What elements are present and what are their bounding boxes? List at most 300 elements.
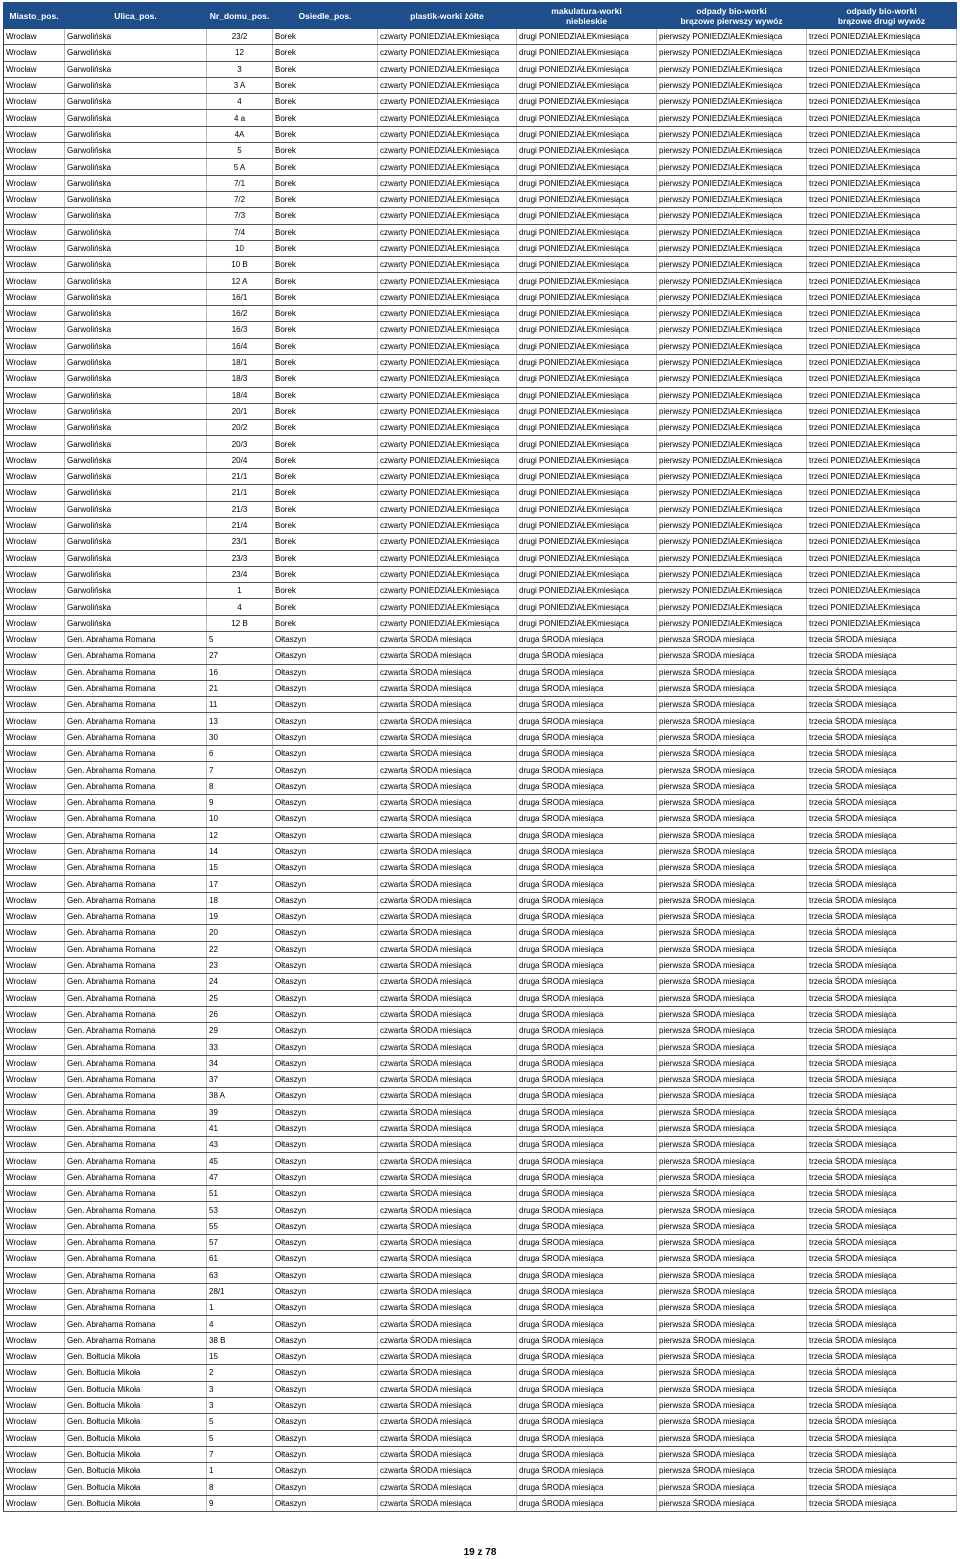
city-cell: Wrocław (4, 1104, 65, 1120)
city-cell: Wrocław (4, 746, 65, 762)
house-number-cell: 27 (207, 648, 273, 664)
plastic-schedule-cell: czwarta ŚRODA miesiąca (378, 1218, 517, 1234)
paper-schedule-cell: drugi PONIEDZIAŁEKmiesiąca (517, 110, 657, 126)
plastic-schedule-cell: czwarta ŚRODA miesiąca (378, 1234, 517, 1250)
city-cell: Wrocław (4, 925, 65, 941)
table-row (4, 925, 957, 941)
paper-schedule-cell: drugi PONIEDZIAŁEKmiesiąca (517, 175, 657, 191)
bio-first-schedule-cell: pierwsza ŚRODA miesiąca (657, 1120, 807, 1136)
table-row (4, 159, 957, 175)
city-cell: Wrocław (4, 974, 65, 990)
district-cell: Ołtaszyn (273, 1234, 378, 1250)
table-row (4, 1120, 957, 1136)
district-cell: Borek (273, 371, 378, 387)
bio-second-schedule-cell: trzeci PONIEDZIAŁEKmiesiąca (807, 566, 957, 582)
paper-schedule-cell: druga ŚRODA miesiąca (517, 876, 657, 892)
plastic-schedule-cell: czwarta ŚRODA miesiąca (378, 1479, 517, 1495)
table-row (4, 1381, 957, 1397)
district-cell: Ołtaszyn (273, 1202, 378, 1218)
house-number-cell: 43 (207, 1137, 273, 1153)
house-number-cell: 10 (207, 240, 273, 256)
bio-second-schedule-cell: trzeci PONIEDZIAŁEKmiesiąca (807, 583, 957, 599)
bio-second-schedule-cell: trzecia ŚRODA miesiąca (807, 1267, 957, 1283)
table-row (4, 1006, 957, 1022)
street-cell: Garwolińska (65, 289, 207, 305)
table-row (4, 941, 957, 957)
bio-first-schedule-cell: pierwsza ŚRODA miesiąca (657, 1072, 807, 1088)
bio-second-schedule-cell: trzecia ŚRODA miesiąca (807, 1397, 957, 1413)
bio-second-schedule-cell: trzecia ŚRODA miesiąca (807, 860, 957, 876)
paper-schedule-cell: drugi PONIEDZIAŁEKmiesiąca (517, 224, 657, 240)
paper-schedule-cell: drugi PONIEDZIAŁEKmiesiąca (517, 338, 657, 354)
city-cell: Wrocław (4, 208, 65, 224)
street-cell: Garwolińska (65, 45, 207, 61)
bio-first-schedule-cell: pierwsza ŚRODA miesiąca (657, 990, 807, 1006)
city-cell: Wrocław (4, 1202, 65, 1218)
bio-second-schedule-cell: trzecia ŚRODA miesiąca (807, 974, 957, 990)
table-row (4, 1104, 957, 1120)
city-cell: Wrocław (4, 1430, 65, 1446)
bio-second-schedule-cell: trzecia ŚRODA miesiąca (807, 778, 957, 794)
bio-first-schedule-cell: pierwszy PONIEDZIAŁEKmiesiąca (657, 208, 807, 224)
plastic-schedule-cell: czwarty PONIEDZIAŁEKmiesiąca (378, 110, 517, 126)
city-cell: Wrocław (4, 1332, 65, 1348)
bio-first-schedule-cell: pierwsza ŚRODA miesiąca (657, 892, 807, 908)
district-cell: Ołtaszyn (273, 1479, 378, 1495)
city-cell: Wrocław (4, 61, 65, 77)
street-cell: Gen. Abrahama Romana (65, 925, 207, 941)
city-cell: Wrocław (4, 615, 65, 631)
table-row (4, 909, 957, 925)
bio-first-schedule-cell: pierwszy PONIEDZIAŁEKmiesiąca (657, 566, 807, 582)
bio-second-schedule-cell: trzecia ŚRODA miesiąca (807, 892, 957, 908)
bio-second-schedule-cell: trzecia ŚRODA miesiąca (807, 680, 957, 696)
table-row (4, 778, 957, 794)
bio-first-schedule-cell: pierwsza ŚRODA miesiąca (657, 1414, 807, 1430)
bio-second-schedule-cell: trzeci PONIEDZIAŁEKmiesiąca (807, 469, 957, 485)
bio-first-schedule-cell: pierwsza ŚRODA miesiąca (657, 925, 807, 941)
bio-second-schedule-cell: trzeci PONIEDZIAŁEKmiesiąca (807, 322, 957, 338)
bio-second-schedule-cell: trzeci PONIEDZIAŁEKmiesiąca (807, 45, 957, 61)
city-cell: Wrocław (4, 550, 65, 566)
district-cell: Ołtaszyn (273, 1088, 378, 1104)
plastic-schedule-cell: czwarty PONIEDZIAŁEKmiesiąca (378, 387, 517, 403)
bio-second-schedule-cell: trzecia ŚRODA miesiąca (807, 1381, 957, 1397)
plastic-schedule-cell: czwarty PONIEDZIAŁEKmiesiąca (378, 534, 517, 550)
table-row (4, 1283, 957, 1299)
bio-second-schedule-cell: trzeci PONIEDZIAŁEKmiesiąca (807, 485, 957, 501)
district-cell: Ołtaszyn (273, 1104, 378, 1120)
street-cell: Gen. Abrahama Romana (65, 664, 207, 680)
table-row (4, 1202, 957, 1218)
bio-first-schedule-cell: pierwsza ŚRODA miesiąca (657, 1169, 807, 1185)
bio-second-schedule-cell: trzecia ŚRODA miesiąca (807, 631, 957, 647)
bio-second-schedule-cell: trzeci PONIEDZIAŁEKmiesiąca (807, 501, 957, 517)
city-cell: Wrocław (4, 631, 65, 647)
bio-first-schedule-cell: pierwsza ŚRODA miesiąca (657, 1055, 807, 1071)
table-row (4, 403, 957, 419)
paper-schedule-cell: druga ŚRODA miesiąca (517, 1202, 657, 1218)
plastic-schedule-cell: czwarty PONIEDZIAŁEKmiesiąca (378, 354, 517, 370)
city-cell: Wrocław (4, 306, 65, 322)
city-cell: Wrocław (4, 1463, 65, 1479)
table-row (4, 892, 957, 908)
city-cell: Wrocław (4, 1300, 65, 1316)
paper-schedule-cell: druga ŚRODA miesiąca (517, 1137, 657, 1153)
table-row (4, 452, 957, 468)
paper-schedule-cell: drugi PONIEDZIAŁEKmiesiąca (517, 583, 657, 599)
city-cell: Wrocław (4, 175, 65, 191)
paper-schedule-cell: drugi PONIEDZIAŁEKmiesiąca (517, 371, 657, 387)
house-number-cell: 39 (207, 1104, 273, 1120)
city-cell: Wrocław (4, 371, 65, 387)
header-label: Nr_domu_pos. (209, 10, 270, 21)
paper-schedule-cell: druga ŚRODA miesiąca (517, 892, 657, 908)
street-cell: Gen. Abrahama Romana (65, 811, 207, 827)
house-number-cell: 61 (207, 1251, 273, 1267)
house-number-cell: 20/1 (207, 403, 273, 419)
paper-schedule-cell: drugi PONIEDZIAŁEKmiesiąca (517, 273, 657, 289)
header-label: makulatura-worki (551, 5, 622, 16)
street-cell: Gen. Abrahama Romana (65, 1202, 207, 1218)
street-cell: Garwolińska (65, 126, 207, 142)
city-cell: Wrocław (4, 941, 65, 957)
header-label: odpady bio-worki (696, 5, 767, 16)
table-row (4, 827, 957, 843)
table-row (4, 811, 957, 827)
street-cell: Gen. Abrahama Romana (65, 974, 207, 990)
table-row (4, 338, 957, 354)
bio-second-schedule-cell: trzecia ŚRODA miesiąca (807, 1104, 957, 1120)
street-cell: Gen. Abrahama Romana (65, 957, 207, 973)
table-row (4, 1137, 957, 1153)
street-cell: Gen. Abrahama Romana (65, 746, 207, 762)
street-cell: Gen. Abrahama Romana (65, 1104, 207, 1120)
paper-schedule-cell: drugi PONIEDZIAŁEKmiesiąca (517, 387, 657, 403)
street-cell: Gen. Bołtucia Mikoła (65, 1430, 207, 1446)
table-row (4, 680, 957, 696)
city-cell: Wrocław (4, 420, 65, 436)
district-cell: Ołtaszyn (273, 1349, 378, 1365)
paper-schedule-cell: drugi PONIEDZIAŁEKmiesiąca (517, 452, 657, 468)
city-cell: Wrocław (4, 1055, 65, 1071)
bio-first-schedule-cell: pierwsza ŚRODA miesiąca (657, 811, 807, 827)
bio-second-schedule-cell: trzeci PONIEDZIAŁEKmiesiąca (807, 110, 957, 126)
bio-second-schedule-cell: trzecia ŚRODA miesiąca (807, 1088, 957, 1104)
district-cell: Ołtaszyn (273, 974, 378, 990)
street-cell: Gen. Abrahama Romana (65, 1120, 207, 1136)
table-row (4, 485, 957, 501)
street-cell: Gen. Abrahama Romana (65, 1088, 207, 1104)
paper-schedule-cell: druga ŚRODA miesiąca (517, 664, 657, 680)
city-cell: Wrocław (4, 583, 65, 599)
district-cell: Borek (273, 452, 378, 468)
table-row (4, 566, 957, 582)
paper-schedule-cell: drugi PONIEDZIAŁEKmiesiąca (517, 485, 657, 501)
house-number-cell: 12 B (207, 615, 273, 631)
bio-second-schedule-cell: trzeci PONIEDZIAŁEKmiesiąca (807, 224, 957, 240)
street-cell: Gen. Abrahama Romana (65, 648, 207, 664)
city-cell: Wrocław (4, 1381, 65, 1397)
table-row (4, 517, 957, 533)
paper-schedule-cell: drugi PONIEDZIAŁEKmiesiąca (517, 354, 657, 370)
paper-schedule-cell: druga ŚRODA miesiąca (517, 1251, 657, 1267)
table-row (4, 387, 957, 403)
street-cell: Garwolińska (65, 338, 207, 354)
city-cell: Wrocław (4, 452, 65, 468)
bio-second-schedule-cell: trzeci PONIEDZIAŁEKmiesiąca (807, 126, 957, 142)
district-cell: Borek (273, 615, 378, 631)
table-row (4, 713, 957, 729)
house-number-cell: 41 (207, 1120, 273, 1136)
district-cell: Ołtaszyn (273, 762, 378, 778)
bio-second-schedule-cell: trzeci PONIEDZIAŁEKmiesiąca (807, 371, 957, 387)
bio-second-schedule-cell: trzecia ŚRODA miesiąca (807, 794, 957, 810)
paper-schedule-cell: druga ŚRODA miesiąca (517, 794, 657, 810)
bio-second-schedule-cell: trzecia ŚRODA miesiąca (807, 941, 957, 957)
table-row (4, 436, 957, 452)
district-cell: Ołtaszyn (273, 892, 378, 908)
plastic-schedule-cell: czwarty PONIEDZIAŁEKmiesiąca (378, 273, 517, 289)
house-number-cell: 23/4 (207, 566, 273, 582)
district-cell: Ołtaszyn (273, 1153, 378, 1169)
house-number-cell: 20/3 (207, 436, 273, 452)
bio-first-schedule-cell: pierwsza ŚRODA miesiąca (657, 909, 807, 925)
paper-schedule-cell: druga ŚRODA miesiąca (517, 729, 657, 745)
bio-first-schedule-cell: pierwsza ŚRODA miesiąca (657, 1202, 807, 1218)
bio-first-schedule-cell: pierwszy PONIEDZIAŁEKmiesiąca (657, 550, 807, 566)
city-cell: Wrocław (4, 1446, 65, 1462)
city-cell: Wrocław (4, 224, 65, 240)
page-number: 19 z 78 (463, 1547, 497, 1558)
plastic-schedule-cell: czwarta ŚRODA miesiąca (378, 664, 517, 680)
district-cell: Ołtaszyn (273, 631, 378, 647)
paper-schedule-cell: druga ŚRODA miesiąca (517, 827, 657, 843)
table-row (4, 240, 957, 256)
plastic-schedule-cell: czwarta ŚRODA miesiąca (378, 729, 517, 745)
plastic-schedule-cell: czwarty PONIEDZIAŁEKmiesiąca (378, 306, 517, 322)
street-cell: Gen. Abrahama Romana (65, 876, 207, 892)
table-row (4, 45, 957, 61)
bio-first-schedule-cell: pierwszy PONIEDZIAŁEKmiesiąca (657, 534, 807, 550)
city-cell: Wrocław (4, 159, 65, 175)
paper-schedule-cell: drugi PONIEDZIAŁEKmiesiąca (517, 501, 657, 517)
bio-second-schedule-cell: trzecia ŚRODA miesiąca (807, 909, 957, 925)
city-cell: Wrocław (4, 1120, 65, 1136)
table-row (4, 224, 957, 240)
bio-first-schedule-cell: pierwsza ŚRODA miesiąca (657, 941, 807, 957)
bio-first-schedule-cell: pierwsza ŚRODA miesiąca (657, 762, 807, 778)
plastic-schedule-cell: czwarty PONIEDZIAŁEKmiesiąca (378, 485, 517, 501)
district-cell: Borek (273, 387, 378, 403)
plastic-schedule-cell: czwarta ŚRODA miesiąca (378, 680, 517, 696)
bio-first-schedule-cell: pierwszy PONIEDZIAŁEKmiesiąca (657, 29, 807, 45)
city-cell: Wrocław (4, 94, 65, 110)
city-cell: Wrocław (4, 1349, 65, 1365)
bio-second-schedule-cell: trzecia ŚRODA miesiąca (807, 876, 957, 892)
district-cell: Ołtaszyn (273, 811, 378, 827)
paper-schedule-cell: druga ŚRODA miesiąca (517, 1186, 657, 1202)
col-header-paper (517, 3, 657, 29)
bio-first-schedule-cell: pierwsza ŚRODA miesiąca (657, 1397, 807, 1413)
plastic-schedule-cell: czwarty PONIEDZIAŁEKmiesiąca (378, 159, 517, 175)
bio-first-schedule-cell: pierwszy PONIEDZIAŁEKmiesiąca (657, 322, 807, 338)
table-row (4, 1349, 957, 1365)
bio-first-schedule-cell: pierwszy PONIEDZIAŁEKmiesiąca (657, 77, 807, 93)
district-cell: Borek (273, 29, 378, 45)
house-number-cell: 16/4 (207, 338, 273, 354)
street-cell: Gen. Abrahama Romana (65, 1316, 207, 1332)
paper-schedule-cell: druga ŚRODA miesiąca (517, 1234, 657, 1250)
bio-second-schedule-cell: trzecia ŚRODA miesiąca (807, 1463, 957, 1479)
bio-second-schedule-cell: trzecia ŚRODA miesiąca (807, 1283, 957, 1299)
district-cell: Ołtaszyn (273, 1300, 378, 1316)
city-cell: Wrocław (4, 1414, 65, 1430)
bio-second-schedule-cell: trzecia ŚRODA miesiąca (807, 664, 957, 680)
paper-schedule-cell: drugi PONIEDZIAŁEKmiesiąca (517, 208, 657, 224)
district-cell: Ołtaszyn (273, 909, 378, 925)
bio-second-schedule-cell: trzecia ŚRODA miesiąca (807, 1495, 957, 1511)
district-cell: Ołtaszyn (273, 680, 378, 696)
paper-schedule-cell: druga ŚRODA miesiąca (517, 1153, 657, 1169)
plastic-schedule-cell: czwarta ŚRODA miesiąca (378, 1120, 517, 1136)
street-cell: Gen. Abrahama Romana (65, 713, 207, 729)
bio-second-schedule-cell: trzecia ŚRODA miesiąca (807, 1202, 957, 1218)
plastic-schedule-cell: czwarta ŚRODA miesiąca (378, 811, 517, 827)
plastic-schedule-cell: czwarty PONIEDZIAŁEKmiesiąca (378, 257, 517, 273)
table-row (4, 1300, 957, 1316)
plastic-schedule-cell: czwarty PONIEDZIAŁEKmiesiąca (378, 550, 517, 566)
district-cell: Ołtaszyn (273, 1495, 378, 1511)
street-cell: Garwolińska (65, 371, 207, 387)
city-cell: Wrocław (4, 273, 65, 289)
bio-second-schedule-cell: trzeci PONIEDZIAŁEKmiesiąca (807, 615, 957, 631)
district-cell: Borek (273, 354, 378, 370)
bio-second-schedule-cell: trzeci PONIEDZIAŁEKmiesiąca (807, 550, 957, 566)
bio-first-schedule-cell: pierwsza ŚRODA miesiąca (657, 794, 807, 810)
house-number-cell: 20 (207, 925, 273, 941)
plastic-schedule-cell: czwarty PONIEDZIAŁEKmiesiąca (378, 566, 517, 582)
bio-first-schedule-cell: pierwsza ŚRODA miesiąca (657, 778, 807, 794)
house-number-cell: 1 (207, 583, 273, 599)
street-cell: Gen. Bołtucia Mikoła (65, 1414, 207, 1430)
bio-first-schedule-cell: pierwsza ŚRODA miesiąca (657, 1463, 807, 1479)
header-label: niebieskie (565, 15, 608, 26)
street-cell: Gen. Bołtucia Mikoła (65, 1381, 207, 1397)
house-number-cell: 45 (207, 1153, 273, 1169)
city-cell: Wrocław (4, 957, 65, 973)
plastic-schedule-cell: czwarta ŚRODA miesiąca (378, 1365, 517, 1381)
table-row (4, 876, 957, 892)
table-row (4, 1023, 957, 1039)
district-cell: Borek (273, 550, 378, 566)
paper-schedule-cell: drugi PONIEDZIAŁEKmiesiąca (517, 322, 657, 338)
bio-first-schedule-cell: pierwszy PONIEDZIAŁEKmiesiąca (657, 469, 807, 485)
district-cell: Borek (273, 306, 378, 322)
district-cell: Borek (273, 143, 378, 159)
city-cell: Wrocław (4, 599, 65, 615)
paper-schedule-cell: druga ŚRODA miesiąca (517, 974, 657, 990)
district-cell: Borek (273, 61, 378, 77)
header-row (4, 3, 957, 29)
paper-schedule-cell: druga ŚRODA miesiąca (517, 746, 657, 762)
paper-schedule-cell: druga ŚRODA miesiąca (517, 1414, 657, 1430)
bio-second-schedule-cell: trzecia ŚRODA miesiąca (807, 1023, 957, 1039)
city-cell: Wrocław (4, 713, 65, 729)
street-cell: Gen. Abrahama Romana (65, 1332, 207, 1348)
bio-first-schedule-cell: pierwsza ŚRODA miesiąca (657, 1479, 807, 1495)
table-row (4, 1234, 957, 1250)
plastic-schedule-cell: czwarty PONIEDZIAŁEKmiesiąca (378, 452, 517, 468)
district-cell: Ołtaszyn (273, 713, 378, 729)
house-number-cell: 29 (207, 1023, 273, 1039)
paper-schedule-cell: druga ŚRODA miesiąca (517, 1104, 657, 1120)
house-number-cell: 16/2 (207, 306, 273, 322)
table-row (4, 729, 957, 745)
table-row (4, 550, 957, 566)
paper-schedule-cell: drugi PONIEDZIAŁEKmiesiąca (517, 534, 657, 550)
header-label: Miasto_pos. (9, 10, 59, 21)
house-number-cell: 3 (207, 1397, 273, 1413)
street-cell: Garwolińska (65, 583, 207, 599)
house-number-cell: 10 (207, 811, 273, 827)
table-row (4, 1267, 957, 1283)
bio-second-schedule-cell: trzeci PONIEDZIAŁEKmiesiąca (807, 387, 957, 403)
street-cell: Garwolińska (65, 566, 207, 582)
table-row (4, 534, 957, 550)
table-row (4, 1463, 957, 1479)
paper-schedule-cell: druga ŚRODA miesiąca (517, 1283, 657, 1299)
district-cell: Ołtaszyn (273, 843, 378, 859)
table-row (4, 94, 957, 110)
street-cell: Garwolińska (65, 273, 207, 289)
house-number-cell: 7/4 (207, 224, 273, 240)
street-cell: Garwolińska (65, 94, 207, 110)
bio-first-schedule-cell: pierwszy PONIEDZIAŁEKmiesiąca (657, 501, 807, 517)
bio-first-schedule-cell: pierwsza ŚRODA miesiąca (657, 1430, 807, 1446)
plastic-schedule-cell: czwarty PONIEDZIAŁEKmiesiąca (378, 224, 517, 240)
plastic-schedule-cell: czwarty PONIEDZIAŁEKmiesiąca (378, 289, 517, 305)
street-cell: Garwolińska (65, 175, 207, 191)
bio-second-schedule-cell: trzecia ŚRODA miesiąca (807, 1006, 957, 1022)
bio-first-schedule-cell: pierwsza ŚRODA miesiąca (657, 1446, 807, 1462)
house-number-cell: 12 (207, 45, 273, 61)
table-row (4, 501, 957, 517)
paper-schedule-cell: druga ŚRODA miesiąca (517, 1495, 657, 1511)
city-cell: Wrocław (4, 811, 65, 827)
plastic-schedule-cell: czwarta ŚRODA miesiąca (378, 827, 517, 843)
city-cell: Wrocław (4, 436, 65, 452)
street-cell: Garwolińska (65, 354, 207, 370)
plastic-schedule-cell: czwarta ŚRODA miesiąca (378, 941, 517, 957)
house-number-cell: 4 a (207, 110, 273, 126)
paper-schedule-cell: druga ŚRODA miesiąca (517, 1023, 657, 1039)
city-cell: Wrocław (4, 1267, 65, 1283)
bio-first-schedule-cell: pierwszy PONIEDZIAŁEKmiesiąca (657, 436, 807, 452)
district-cell: Ołtaszyn (273, 1316, 378, 1332)
paper-schedule-cell: drugi PONIEDZIAŁEKmiesiąca (517, 77, 657, 93)
plastic-schedule-cell: czwarty PONIEDZIAŁEKmiesiąca (378, 517, 517, 533)
plastic-schedule-cell: czwarta ŚRODA miesiąca (378, 1381, 517, 1397)
city-cell: Wrocław (4, 289, 65, 305)
street-cell: Gen. Bołtucia Mikoła (65, 1479, 207, 1495)
paper-schedule-cell: druga ŚRODA miesiąca (517, 1088, 657, 1104)
house-number-cell: 8 (207, 1479, 273, 1495)
bio-first-schedule-cell: pierwsza ŚRODA miesiąca (657, 1137, 807, 1153)
street-cell: Garwolińska (65, 159, 207, 175)
bio-first-schedule-cell: pierwsza ŚRODA miesiąca (657, 729, 807, 745)
city-cell: Wrocław (4, 1251, 65, 1267)
